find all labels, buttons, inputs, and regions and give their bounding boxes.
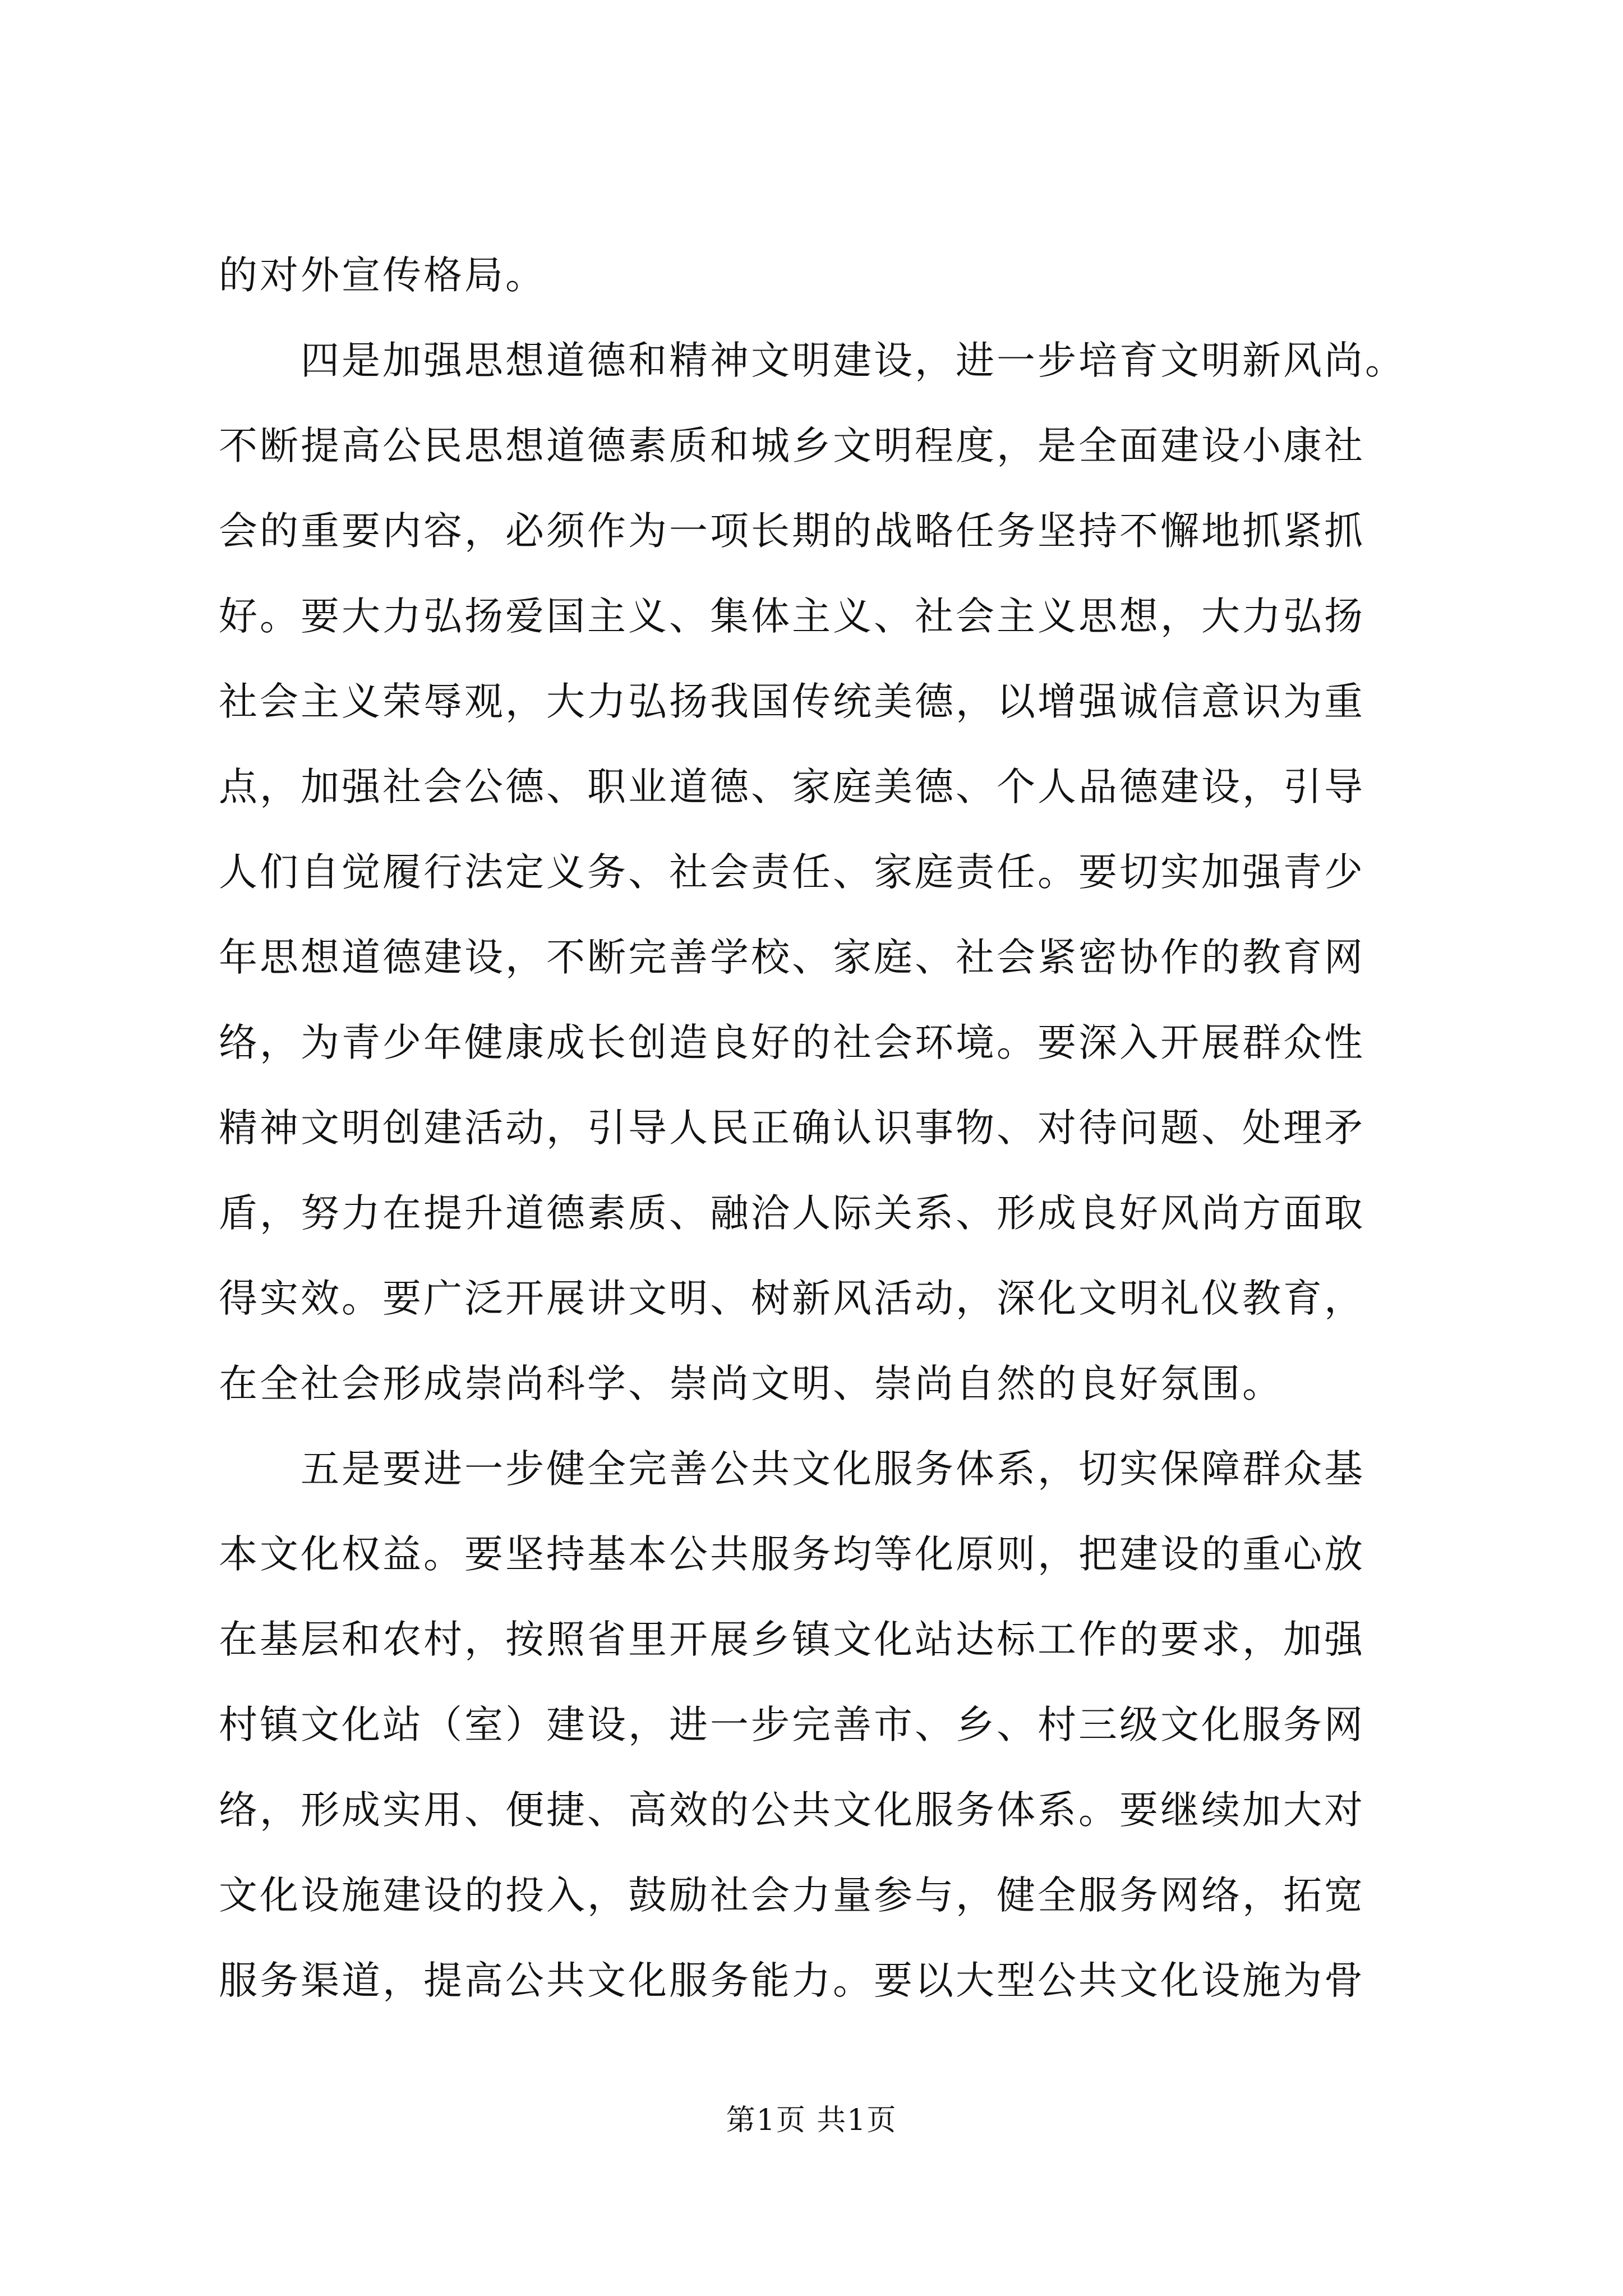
page-footer: 第1页 共1页 bbox=[726, 2104, 897, 2137]
text-line: 本文化权益。要坚持基本公共服务均等化原则，把建设的重心放 bbox=[219, 1532, 1365, 1577]
text-line: 四是加强思想道德和精神文明建设，进一步培育文明新风尚。 bbox=[219, 338, 1406, 383]
text-line: 会的重要内容，必须作为一项长期的战略任务坚持不懈地抓紧抓 bbox=[219, 509, 1365, 554]
text-line: 文化设施建设的投入，鼓励社会力量参与，健全服务网络，拓宽 bbox=[219, 1873, 1365, 1918]
text-line: 的对外宣传格局。 bbox=[219, 253, 546, 298]
text-line: 络，形成实用、便捷、高效的公共文化服务体系。要继续加大对 bbox=[219, 1788, 1365, 1833]
text-line: 村镇文化站（室）建设，进一步完善市、乡、村三级文化服务网 bbox=[219, 1703, 1365, 1747]
text-line: 得实效。要广泛开展讲文明、树新风活动，深化文明礼仪教育， bbox=[219, 1276, 1365, 1321]
text-line: 人们自觉履行法定义务、社会责任、家庭责任。要切实加强青少 bbox=[219, 850, 1365, 895]
text-line: 五是要进一步健全完善公共文化服务体系，切实保障群众基 bbox=[219, 1447, 1365, 1492]
text-line: 在基层和农村，按照省里开展乡镇文化站达标工作的要求，加强 bbox=[219, 1617, 1365, 1662]
text-line: 点，加强社会公德、职业道德、家庭美德、个人品德建设，引导 bbox=[219, 765, 1365, 809]
text-line: 精神文明创建活动，引导人民正确认识事物、对待问题、处理矛 bbox=[219, 1106, 1365, 1151]
text-line: 好。要大力弘扬爱国主义、集体主义、社会主义思想，大力弘扬 bbox=[219, 594, 1365, 639]
text-line: 年思想道德建设，不断完善学校、家庭、社会紧密协作的教育网 bbox=[219, 935, 1365, 980]
text-line: 络，为青少年健康成长创造良好的社会环境。要深入开展群众性 bbox=[219, 1020, 1365, 1065]
text-line: 社会主义荣辱观，大力弘扬我国传统美德，以增强诚信意识为重 bbox=[219, 679, 1365, 724]
text-line: 不断提高公民思想道德素质和城乡文明程度，是全面建设小康社 bbox=[219, 424, 1365, 468]
text-line: 服务渠道，提高公共文化服务能力。要以大型公共文化设施为骨 bbox=[219, 1958, 1365, 2003]
body-text bbox=[219, 233, 1419, 2023]
text-line: 在全社会形成崇尚科学、崇尚文明、崇尚自然的良好氛围。 bbox=[219, 1361, 1283, 1406]
text-line: 盾，努力在提升道德素质、融洽人际关系、形成良好风尚方面取 bbox=[219, 1191, 1365, 1236]
